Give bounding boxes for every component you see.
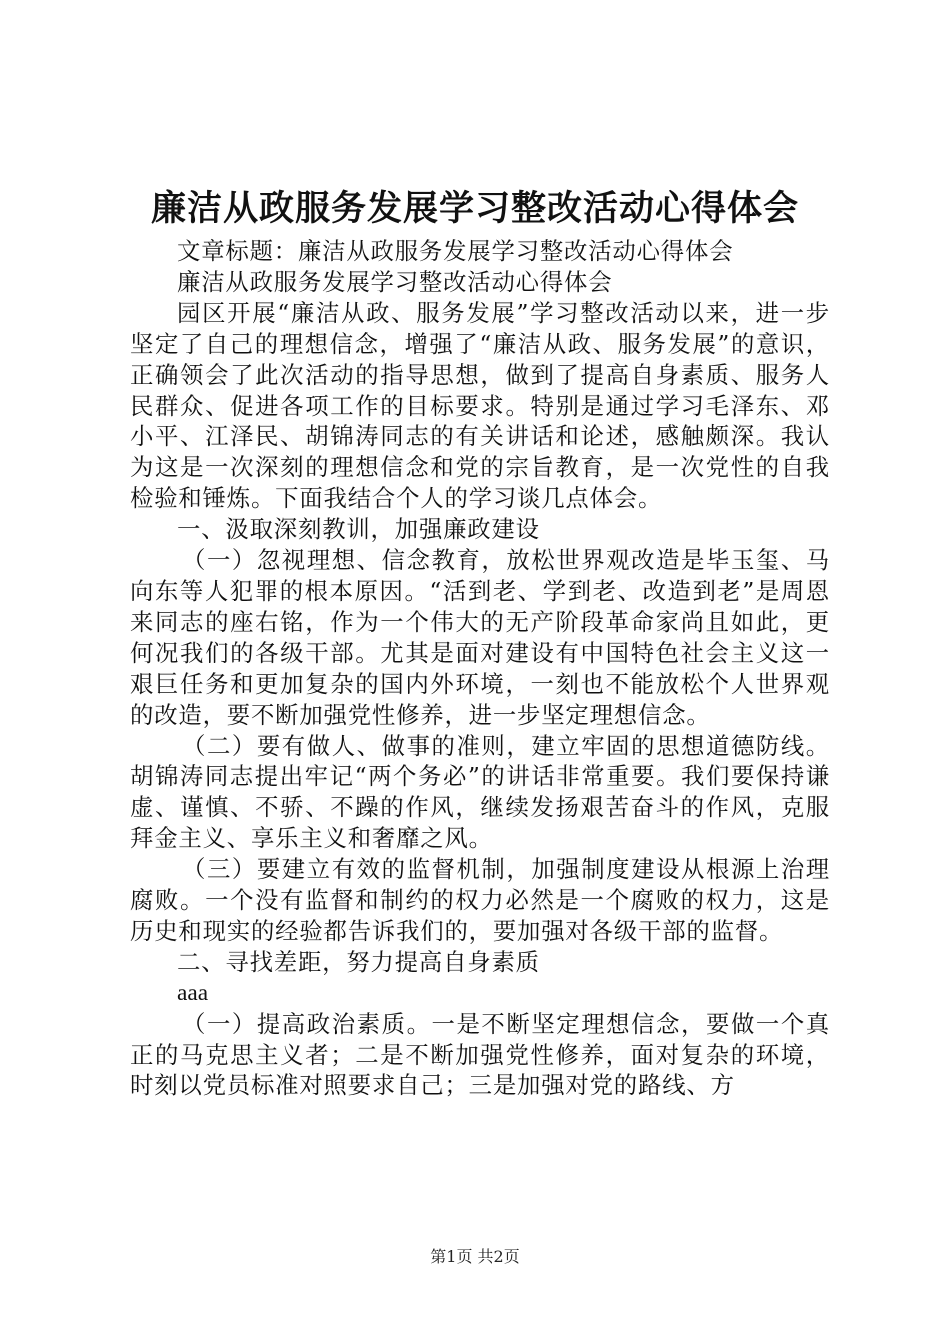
section-heading-1: 一、汲取深刻教训，加强廉政建设	[177, 515, 540, 544]
article-title-line: 文章标题：廉洁从政服务发展学习整改活动心得体会	[177, 237, 734, 265]
document-title: 廉洁从政服务发展学习整改活动心得体会	[150, 188, 799, 229]
placeholder-text: aaa	[177, 979, 209, 1006]
paragraph-1-1: （一）忽视理想、信念教育，放松世界观改造是毕玉玺、马向东等人犯罪的根本原因。“活到老、学到老、改造到老”是周恩来同志的座右铭，作为一个伟大的无产阶段革命家尚且如此，更何况我们的各级干部。尤其是面对建设有中国特色社会主义这一艰巨任务和更加复杂的国内外环境，一刻也不能放松个人世界观的改造，要不断加强党性修养，进一步坚定理想信念。	[130, 546, 830, 729]
page-footer: 第1页 共2页	[430, 1247, 520, 1266]
document-body	[130, 236, 830, 1101]
subtitle-line: 廉洁从政服务发展学习整改活动心得体会	[177, 267, 613, 296]
section-heading-2: 二、寻找差距，努力提高自身素质	[177, 947, 540, 976]
paragraph-2-1: （一）提高政治素质。一是不断坚定理想信念，要做一个真正的马克思主义者；二是不断加强党性修养，面对复杂的环境，时刻以党员标准对照要求自己；三是加强对党的路线、方	[130, 1009, 830, 1100]
intro-paragraph: 园区开展“廉洁从政、服务发展”学习整改活动以来，进一步坚定了自己的理想信念，增强了“廉洁从政、服务发展”的意识，正确领会了此次活动的指导思想，做到了提高自身素质、服务人民群众、促进各项工作的目标要求。特别是通过学习毛泽东、邓小平、江泽民、胡锦涛同志的有关讲话和论述，感触颇深。我认为这是一次深刻的理想信念和党的宗旨教育，是一次党性的自我检验和锤炼。下面我结合个人的学习谈几点体会。	[130, 298, 830, 513]
paragraph-1-3: （三）要建立有效的监督机制，加强制度建设从根源上治理腐败。一个没有监督和制约的权力必然是一个腐败的权力，这是历史和现实的经验都告诉我们的，要加强对各级干部的监督。	[130, 855, 830, 945]
paragraph-1-2: （二）要有做人、做事的准则，建立牢固的思想道德防线。胡锦涛同志提出牢记“两个务必”的讲话非常重要。我们要保持谦虚、谨慎、不骄、不躁的作风，继续发扬艰苦奋斗的作风，克服拜金主义、享乐主义和奢靡之风。	[130, 731, 830, 853]
